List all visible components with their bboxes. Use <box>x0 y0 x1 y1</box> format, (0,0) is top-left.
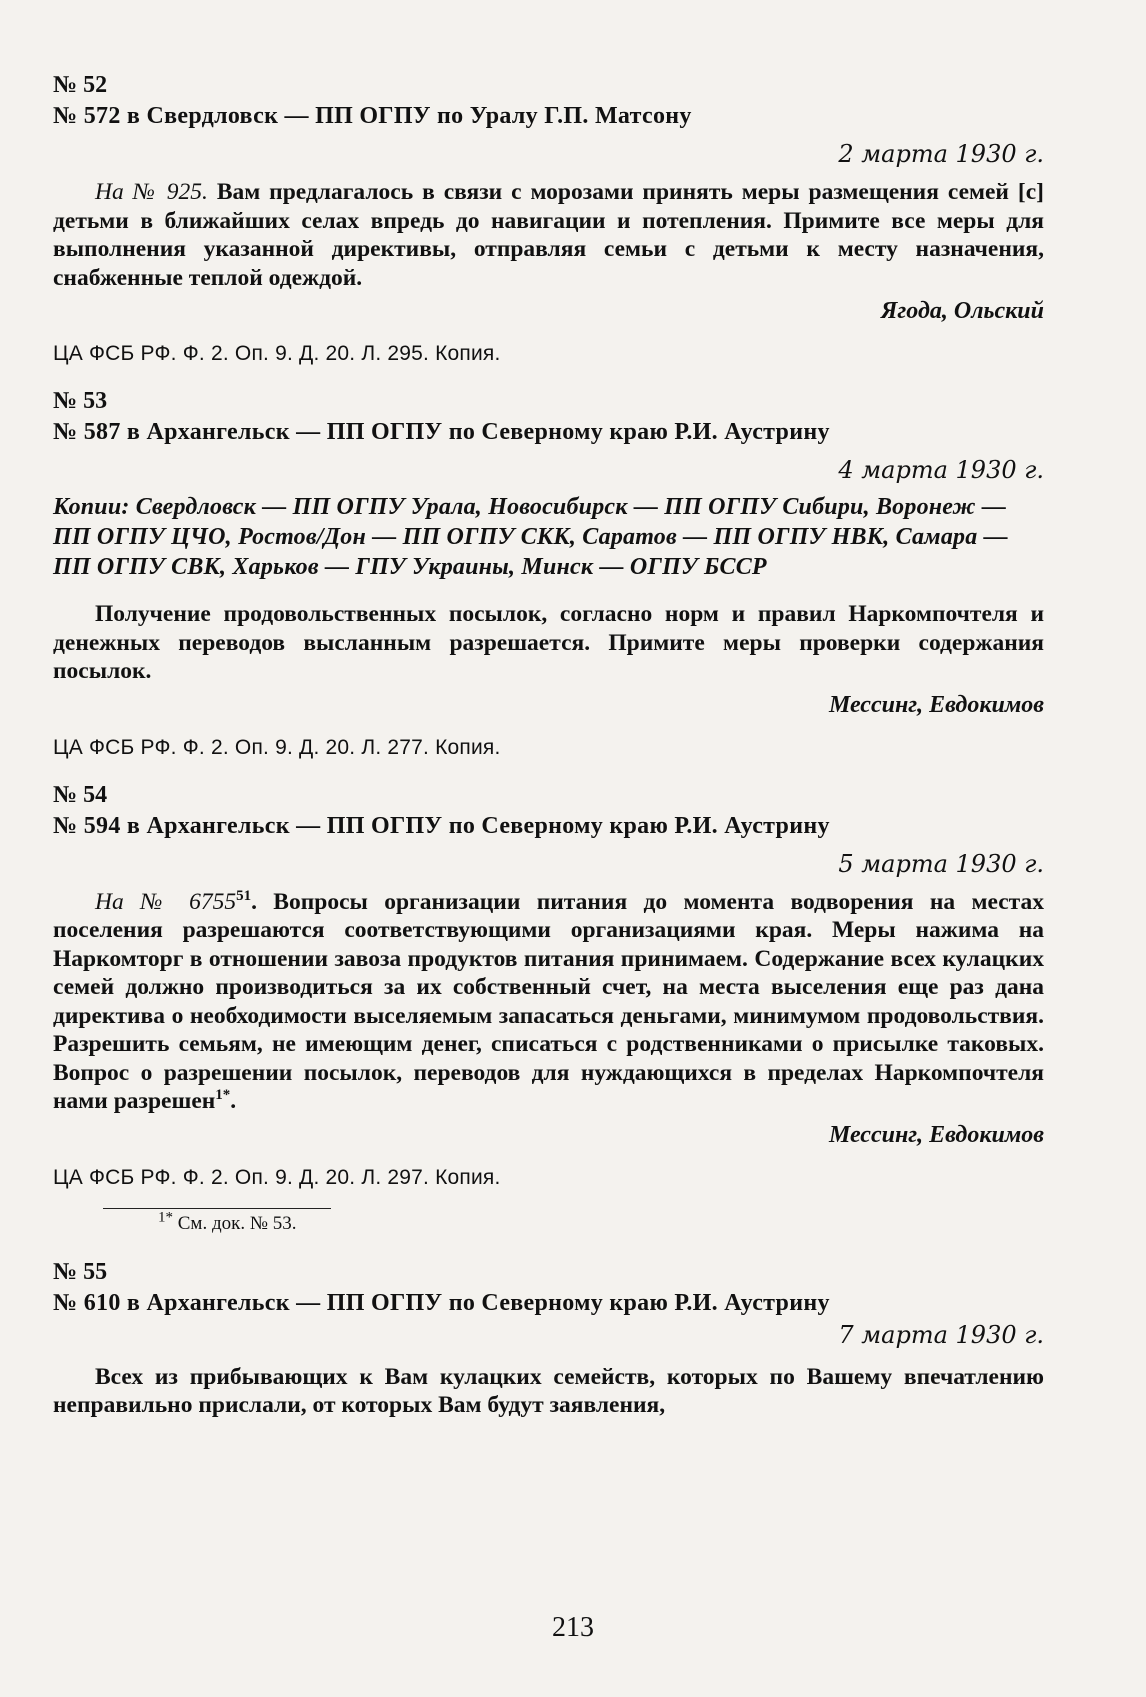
doc-body <box>53 178 1044 292</box>
footnote <box>158 1211 1044 1237</box>
doc-number: № 53 <box>53 388 108 414</box>
doc-date: 5 марта 1930 г. <box>838 849 1044 878</box>
doc-number: № 54 <box>53 781 108 808</box>
archive-reference: ЦА ФСБ РФ. Ф. 2. Оп. 9. Д. 20. Л. 277. Копия. <box>53 735 501 759</box>
doc-number: № 55 <box>53 1258 108 1285</box>
doc-signature: Ягода, Ольский <box>880 298 1044 324</box>
footnote-text: См. док. № 53. <box>173 1212 297 1234</box>
doc-copies: Копии: Свердловск — ПП ОГПУ Урала, Новосибирск — ПП ОГПУ Сибири, Воронеж — ПП ОГПУ ЦЧО, Ростов/Дон — ПП ОГПУ СКК, Саратов — ПП ОГПУ НВК, Самара — ПП ОГПУ СВК, Харьков — ГПУ Украины, Минск — ОГПУ БССР <box>53 494 1008 580</box>
doc-reference: На № 925. <box>95 179 208 205</box>
archive-reference: ЦА ФСБ РФ. Ф. 2. Оп. 9. Д. 20. Л. 297. Копия. <box>53 1165 501 1189</box>
doc-text: . Вопросы организации питания до момента водворения на местах поселения разрешаются соответствующими организациями края. Меры нажима на Наркомторг в отношении завоза продуктов питания принимаем. Содержание всех кулацких семей должно производиться за их собственный счет, на места выселения еще раз дана директива о необходимости выселяемым запасаться деньгами, минимумом продовольствия. Разрешить семьям, не имеющим денег, списаться с родственниками о присылке таковых. Вопрос о разрешении посылок, переводов для нуждающихся в пределах Наркомпочтеля нами разрешен <box>53 888 1044 1114</box>
document-55 <box>53 1257 1044 1420</box>
doc-text: Вам предлагалось в связи с морозами принять меры размещения семей [с] детьми в ближайших селах впредь до навигации и потепления. Примите все меры для выполнения указанной директивы, отправляя семьи с детьми к месту назначения, снабженные теплой одеждой. <box>53 179 1044 291</box>
doc-signature: Мессинг, Евдокимов <box>828 1121 1044 1148</box>
document-52 <box>53 70 1044 368</box>
doc-title: № 594 в Архангельск — ПП ОГПУ по Северному краю Р.И. Аустрину <box>53 812 830 839</box>
doc-title: № 610 в Архангельск — ПП ОГПУ по Северному краю Р.И. Аустрину <box>53 1289 830 1316</box>
doc-body: Всех из прибывающих к Вам кулацких семейств, которых по Вашему впечатлению неправильно прислали, от которых Вам будут заявления, <box>53 1363 1044 1418</box>
doc-date: 7 марта 1930 г. <box>838 1320 1044 1349</box>
page-number: 213 <box>552 1612 594 1643</box>
document-53 <box>53 386 1044 762</box>
footnote-divider <box>103 1208 331 1209</box>
doc-body <box>53 888 1044 1116</box>
document-54 <box>53 780 1044 1192</box>
doc-text-end: . <box>230 1088 237 1114</box>
doc-title: № 587 в Архангельск — ПП ОГПУ по Северному краю Р.И. Аустрину <box>53 419 830 445</box>
archive-reference: ЦА ФСБ РФ. Ф. 2. Оп. 9. Д. 20. Л. 295. Копия. <box>53 342 501 365</box>
footnote-ref[interactable]: 1* <box>215 1087 231 1104</box>
doc-signature: Мессинг, Евдокимов <box>828 691 1044 718</box>
doc-number: № 52 <box>53 72 108 98</box>
doc-reference: На № 6755 <box>95 888 237 915</box>
doc-body: Получение продовольственных посылок, согласно норм и правил Наркомпочтеля и денежных переводов высланным разрешается. Примите меры проверки содержания посылок. <box>53 601 1044 684</box>
doc-title: № 572 в Свердловск — ПП ОГПУ по Уралу Г.П. Матсону <box>53 103 692 129</box>
note-ref: 51 <box>236 887 252 904</box>
doc-date: 4 марта 1930 г. <box>838 456 1044 484</box>
doc-date: 2 марта 1930 г. <box>838 140 1044 168</box>
footnote-mark: 1* <box>158 1209 173 1226</box>
